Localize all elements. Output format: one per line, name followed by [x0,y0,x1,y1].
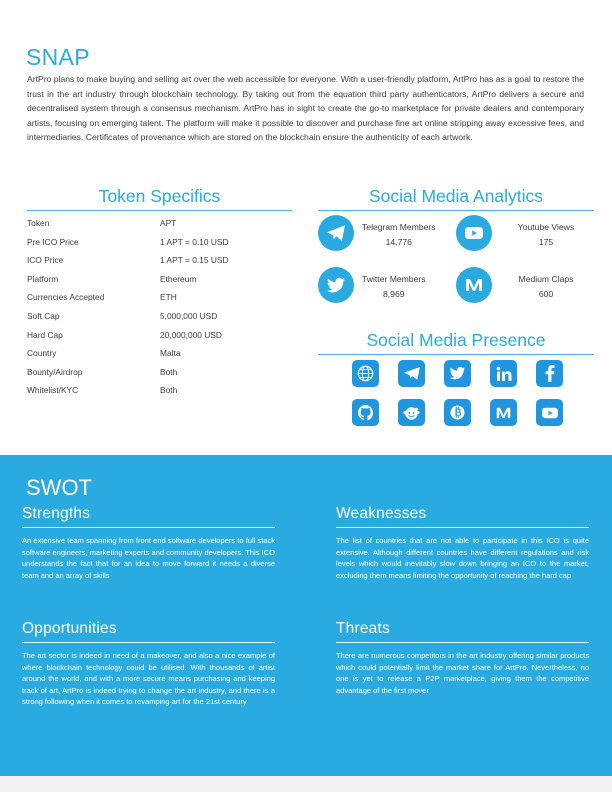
token-value: Both [160,366,178,377]
social-analytics-metrics [318,215,594,319]
social-analytics-heading: Social Media Analytics [368,186,544,206]
linkedin-icon[interactable] [490,360,517,387]
telegram-icon[interactable] [398,360,425,387]
table-row [27,274,292,293]
token-value: Both [160,385,178,396]
page-title: SNAP [26,44,90,70]
table-row [27,311,292,330]
token-specifics-rule [27,210,292,211]
metric-twitter [318,267,456,303]
social-presence-heading: Social Media Presence [366,330,546,350]
social-analytics-rule [318,210,594,211]
token-label: Currencies Accepted [27,292,105,303]
bitcointalk-icon[interactable] [444,399,471,426]
metric-text [362,269,426,302]
threats-rule [336,642,589,643]
token-value: Malta [160,348,181,359]
token-label: Country [27,348,57,359]
swot-opportunities [22,620,275,708]
opportunities-text: The art sector is indeed in need of a makeover, and also a nice example of where blockchain technology could be utilised. With thousands of artist around the world, and with a more secure means purchasing and keeping track of art, ArtPro is indeed trying to change the art industry, and there is a strong following when it comes to revamping art for the 21st century [22,651,275,707]
strengths-heading: Strengths [22,505,91,522]
token-label: Bounty/Airdrop [27,366,83,377]
token-label: Hard Cap [27,329,63,340]
metric-text [362,217,436,250]
metric-youtube [456,215,594,251]
token-value: 20,000,000 USD [160,329,222,340]
swot-threats [336,620,589,696]
table-row [27,330,292,349]
token-value: 1 APT = 0.15 USD [160,255,229,266]
swot-weaknesses [336,505,589,581]
table-row [27,237,292,256]
threats-heading: Threats [336,620,390,637]
strengths-rule [22,527,275,528]
metric-label: Youtube Views [517,221,575,232]
presence-row-1 [352,360,572,387]
table-row [27,385,292,404]
twitter-icon[interactable] [444,360,471,387]
metric-value: 175 [538,236,554,247]
youtube-icon[interactable] [536,399,563,426]
social-presence-rule [318,354,594,355]
metric-label: Medium Claps [518,273,574,284]
swot-strengths [22,505,275,581]
analytics-row [318,267,594,303]
swot-title: SWOT [26,475,92,500]
token-value: 5,000,000 USD [160,310,218,321]
table-row [27,292,292,311]
token-label: Whitelist/KYC [27,385,79,396]
telegram-icon [318,215,354,251]
swot-section [0,455,612,792]
token-value: APT [160,218,177,228]
token-label: Platform [27,273,59,284]
weaknesses-text: The list of countries that are not able to participate in this ICO is quite extensive. Although different countries have different regulations and risk levels which would inevitably slow down bringing an ICO to the market, excluding them means limiting the opportunity of reaching the hard cap [336,536,589,580]
metric-value: 8,969 [383,288,405,299]
youtube-icon [456,215,492,251]
token-specifics-table [27,218,292,404]
facebook-icon[interactable] [536,360,563,387]
table-row [27,367,292,386]
token-value: ETH [160,292,177,303]
table-row [27,218,292,237]
token-value: Ethereum [160,273,197,284]
token-value: 1 APT = 0.10 USD [160,236,229,247]
token-label: Pre ICO Price [27,236,79,247]
social-presence-icons [352,360,572,438]
metric-telegram [318,215,456,251]
metric-label: Twitter Members [362,273,426,284]
metric-label: Telegram Members [362,221,436,232]
medium-icon [456,267,492,303]
presence-row-2 [352,399,572,426]
footer-strip [0,776,612,792]
metric-value: 14,776 [385,236,412,247]
token-label: Soft Cap [27,310,60,321]
intro-paragraph: ArtPro plans to make buying and selling art over the web accessible for everyone. With a user-friendly platform, ArtPro has as a goal to restore the trust in the art industry through blockchain technology. By taking out from the equation third party authenticators, ArtPro delivers a secure and decentralised system through a consensus mechanism. ArtPro has in sight to create the go-to marketplace for private dealers and contemporary artists, focusing on emerging talent. The platform will make it possible to discover and purchase fine art online stripping away excessive fees, and intermediaries. Certificates of provenance which are stored on the blockchain ensure the authenticity of each artwork. [27,74,584,143]
weaknesses-heading: Weaknesses [336,505,427,522]
threats-text: There are numerous competitors in the art industry offering similar products which could potentially limit the market share for ArtPro. Nevertheless, no one is yet to release a P2P marketplace, giving them the competitive advantage of the first mover [336,651,589,695]
token-label: ICO Price [27,255,64,266]
opportunities-heading: Opportunities [22,620,117,637]
twitter-icon [318,267,354,303]
weaknesses-rule [336,527,589,528]
analytics-row [318,215,594,251]
metric-value: 600 [538,288,554,299]
opportunities-rule [22,642,275,643]
medium-icon[interactable] [490,399,517,426]
token-specifics-heading: Token Specifics [98,186,221,206]
github-icon[interactable] [352,399,379,426]
table-row [27,348,292,367]
metric-text [500,269,592,302]
website-globe-icon[interactable] [352,360,379,387]
metric-medium [456,267,594,303]
strengths-text: An extensive team spanning from front end software developers to full stack software engineers, marketing experts and community developers. This ICO understands the fact that for an idea to move forward it needs a diverse team and an array of skills [22,536,275,580]
metric-text [500,217,592,250]
reddit-icon[interactable] [398,399,425,426]
token-label: Token [27,218,50,228]
table-row [27,255,292,274]
